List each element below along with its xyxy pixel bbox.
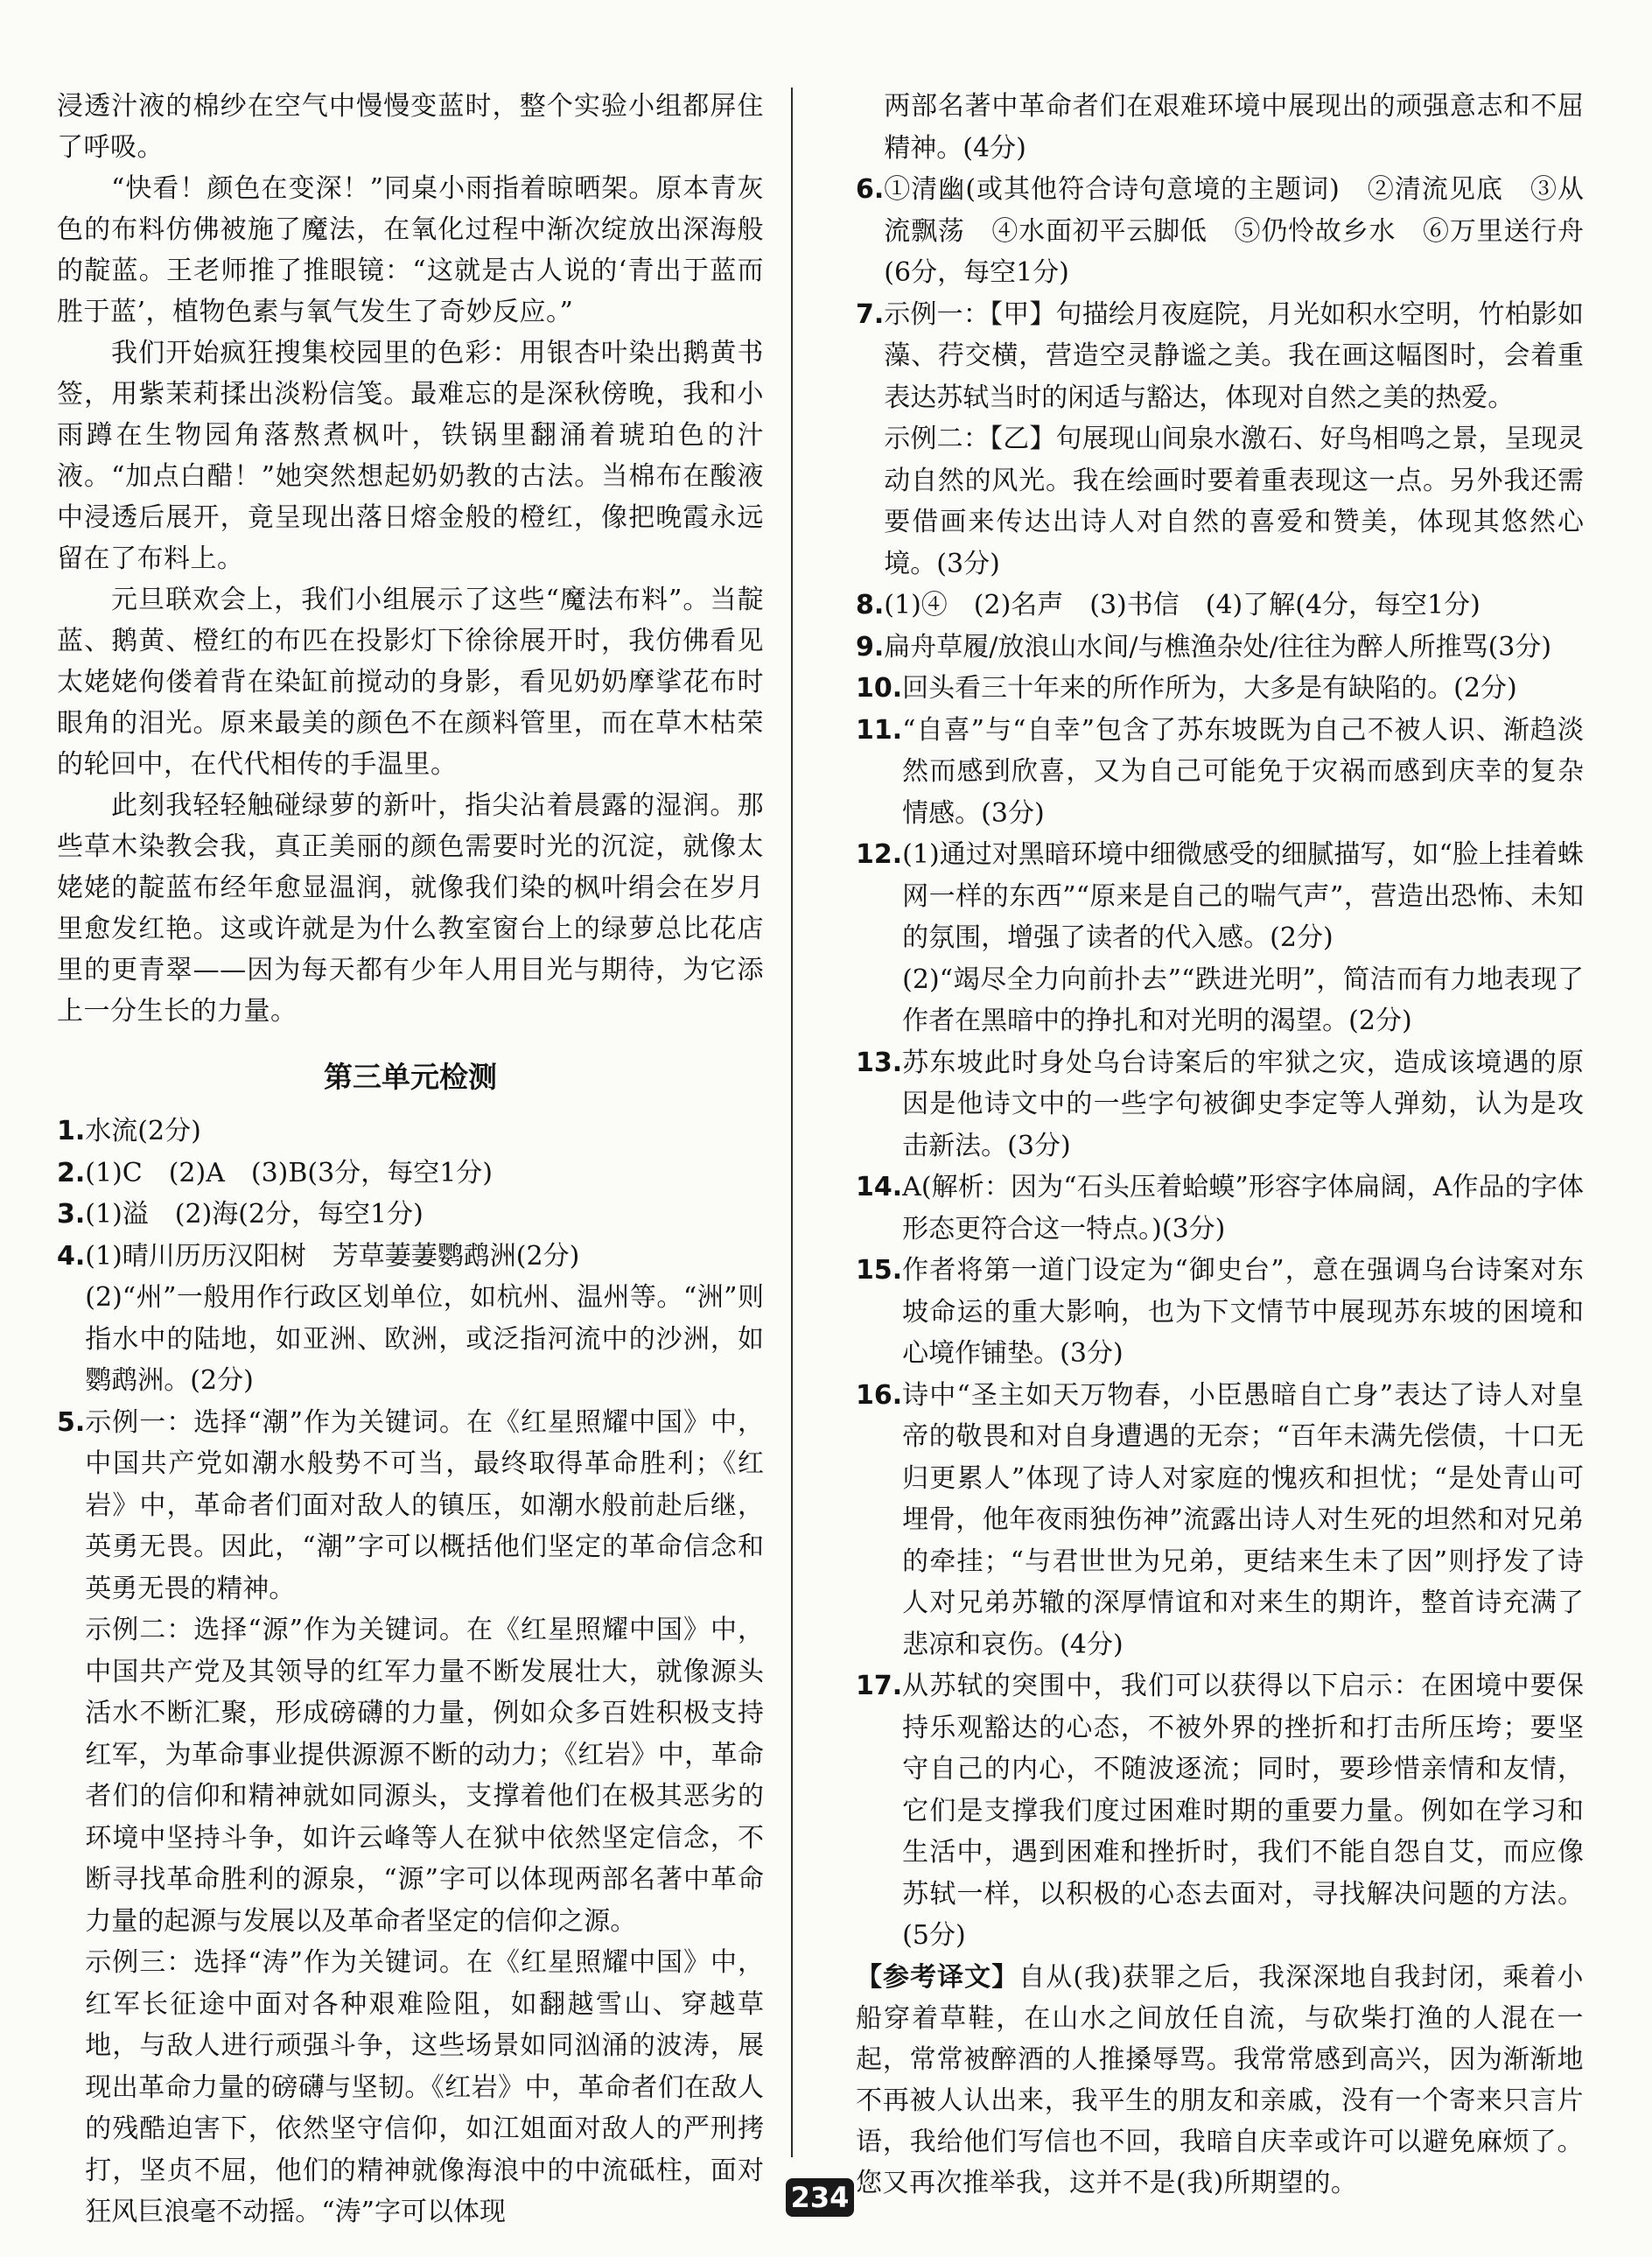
right-column — [856, 86, 1584, 2204]
answer-item-13 — [856, 1042, 1584, 1167]
answer-item-17 — [856, 1665, 1584, 1957]
answer-number: 3. — [57, 1199, 86, 1230]
answer-text: (2)“州”一般用作行政区划单位，如杭州、温州等。“洲”则指水中的陆地，如亚洲、欧洲，或泛指河流中的沙洲，如鹦鹉洲。(2分) — [85, 1282, 764, 1396]
answer-number: 17. — [856, 1671, 903, 1701]
essay-continuation — [57, 86, 764, 1032]
answer-number: 13. — [856, 1047, 903, 1078]
essay-paragraph: 浸透汁液的棉纱在空气中慢慢变蓝时，整个实验小组都屏住了呼吸。 — [57, 91, 764, 163]
answer-number: 6. — [856, 174, 885, 205]
answer-item-12 — [856, 834, 1584, 1042]
answer-item-14 — [856, 1167, 1584, 1250]
answer-item-11 — [856, 710, 1584, 835]
essay-paragraph: 我们开始疯狂搜集校园里的色彩：用银杏叶染出鹅黄书签，用紫茉莉揉出淡粉信笺。最难忘的是深秋傍晚，我和小雨蹲在生物园角落熬煮枫叶，铁锅里翻涌着琥珀色的汁液。“加点白醋！”她突然想起奶奶教的古法。当棉布在酸液中浸透后展开，竟呈现出落日熔金般的橙红，像把晚霞永远留在了布料上。 — [57, 338, 764, 574]
answer-item-9 — [856, 627, 1584, 669]
answer-text: 示例一：【甲】句描绘月夜庭院，月光如积水空明，竹柏影如藻、荇交横，营造空灵静谧之美。我在画这幅图时，会着重表达苏轼当时的闲适与豁达，体现对自然之美的热爱。 — [884, 298, 1584, 413]
answer-item-8 — [856, 585, 1584, 627]
answer-number: 2. — [57, 1157, 86, 1188]
answer-item-5 — [57, 1402, 764, 2233]
answer-text: (1)通过对黑暗环境中细微感受的细腻描写，如“脸上挂着蛛网一样的东西”“原来是自己的喘气声”，营造出恐怖、未知的氛围，增强了读者的代入感。(2分) — [902, 839, 1584, 953]
answer-text: A(解析：因为“石头压着蛤蟆”形容字体扁阔，A作品的字体形态更符合这一特点。)(3分) — [902, 1172, 1584, 1244]
answer-text: 示例一：选择“潮”作为关键词。在《红星照耀中国》中，中国共产党如潮水般势不可当，最终取得革命胜利；《红岩》中，革命者们面对敌人的镇压，如潮水般前赴后继，英勇无畏。因此，“潮”字可以概括他们坚定的革命信念和英勇无畏的精神。 — [85, 1406, 764, 1604]
answer-item-6 — [856, 169, 1584, 294]
left-column — [57, 86, 764, 2233]
answer-text: 苏东坡此时身处乌台诗案后的牢狱之灾，造成该境遇的原因是他诗文中的一些字句被御史李定等人弹劾，认为是攻击新法。(3分) — [902, 1047, 1584, 1161]
answer-number: 8. — [856, 590, 885, 620]
answer-text: 示例二：【乙】句展现山间泉水激石、好鸟相鸣之景，呈现灵动自然的风光。我在绘画时要着重表现这一点。另外我还需要借画来传达出诗人对自然的喜爱和赞美，体现其悠然心境。(3分) — [884, 424, 1584, 579]
essay-paragraph: 元旦联欢会上，我们小组展示了这些“魔法布料”。当靛蓝、鹅黄、橙红的布匹在投影灯下徐徐展开时，我仿佛看见太姥姥佝偻着背在染缸前搅动的身影，看见奶奶摩挲花布时眼角的泪光。原来最美的颜色不在颜料管里，而在草木枯荣的轮回中，在代代相传的手温里。 — [57, 585, 764, 780]
reference-translation — [856, 1957, 1584, 2204]
answer-text: 从苏轼的突围中，我们可以获得以下启示：在困境中要保持乐观豁达的心态，不被外界的挫折和打击所压垮；要坚守自己的内心，不随波逐流；同时，要珍惜亲情和友情，它们是支撑我们度过困难时期的重要力量。例如在学习和生活中，遇到困难和挫折时，我们不能自怨自艾，而应像苏轼一样，以积极的心态去面对，寻找解决问题的方法。(5分) — [902, 1671, 1584, 1951]
answer-number: 16. — [856, 1379, 903, 1411]
answer-item-5-continued — [856, 86, 1584, 169]
answer-text: 水流(2分) — [85, 1116, 201, 1146]
answer-item-7 — [856, 294, 1584, 585]
answer-number: 7. — [856, 298, 885, 330]
answer-item-1 — [57, 1111, 764, 1153]
answer-text: ①清幽(或其他符合诗句意境的主题词) ②清流见底 ③从流飘荡 ④水面初平云脚低 ⑤仍怜故乡水 ⑥万里送行舟(6分，每空1分) — [884, 174, 1584, 288]
answer-text: 示例二：选择“源”作为关键词。在《红星照耀中国》中，中国共产党及其领导的红军力量不断发展壮大，就像源头活水不断汇聚，形成磅礴的力量，例如众多百姓积极支持红军，为革命事业提供源源不断的动力；《红岩》中，革命者们的信仰和精神就如同源头，支撑着他们在极其恶劣的环境中坚持斗争，如许云峰等人在狱中依然坚定信念，不断寻找革命胜利的源泉，“源”字可以体现两部名著中革命力量的起源与发展以及革命者坚定的信仰之源。 — [85, 1615, 764, 1937]
answer-number: 15. — [856, 1255, 903, 1286]
answer-number: 5. — [57, 1406, 86, 1438]
column-divider — [791, 88, 793, 2157]
answer-text: (1)溢 (2)海(2分，每空1分) — [85, 1199, 424, 1230]
page-number: 234 — [786, 2178, 854, 2217]
answer-number: 9. — [856, 631, 885, 662]
answer-text: 作者将第一道门设定为“御史台”，意在强调乌台诗案对东坡命运的重大影响，也为下文情节中展现苏东坡的困境和心境作铺垫。(3分) — [902, 1255, 1584, 1369]
answer-number: 1. — [57, 1116, 86, 1146]
essay-paragraph: “快看！颜色在变深！”同桌小雨指着晾晒架。原本青灰色的布料仿佛被施了魔法，在氧化过程中渐次绽放出深海般的靛蓝。王老师推了推眼镜：“这就是古人说的‘青出于蓝而胜于蓝’，植物色素与氧气发生了奇妙反应。” — [57, 173, 764, 327]
reference-text: 自从(我)获罪之后，我深深地自我封闭，乘着小船穿着草鞋，在山水之间放任自流，与砍柴打渔的人混在一起，常常被醉酒的人推搡辱骂。我常常感到高兴，因为渐渐地不再被人认出来，我平生的朋友和亲戚，没有一个寄来只言片语，我给他们写信也不回，我暗自庆幸或许可以避免麻烦了。您又再次推举我，这并不是(我)所期望的。 — [856, 1961, 1584, 2198]
essay-paragraph: 此刻我轻轻触碰绿萝的新叶，指尖沾着晨露的湿润。那些草木染教会我，真正美丽的颜色需要时光的沉淀，就像太姥姥的靛蓝布经年愈显温润，就像我们染的枫叶绢会在岁月里愈发红艳。这或许就是为什么教室窗台上的绿萝总比花店里的更青翠——因为每天都有少年人用目光与期待，为它添上一分生长的力量。 — [57, 790, 764, 1027]
answer-number: 4. — [57, 1240, 86, 1272]
section-title: 第三单元检测 — [324, 1060, 497, 1094]
answer-text: (1)晴川历历汉阳树 芳草萋萋鹦鹉洲(2分) — [85, 1240, 580, 1272]
answer-text: 两部名著中革命者们在艰难环境中展现出的顽强意志和不屈精神。(4分) — [884, 91, 1584, 164]
answer-number: 10. — [856, 673, 903, 704]
answer-number: 14. — [856, 1172, 903, 1202]
answer-number: 12. — [856, 839, 903, 870]
answer-item-10 — [856, 668, 1584, 710]
answer-item-3 — [57, 1194, 764, 1236]
answer-number: 11. — [856, 714, 903, 746]
answer-text: 诗中“圣主如天万物春，小臣愚暗自亡身”表达了诗人对皇帝的敬畏和对自身遭遇的无奈；“百年未满先偿债，十口无归更累人”体现了诗人对家庭的愧疚和担忧；“是处青山可埋骨，他年夜雨独伤神”流露出诗人对生死的坦然和对兄弟的牵挂；“与君世世为兄弟，更结来生未了因”则抒发了诗人对兄弟苏辙的深厚情谊和对来生的期许，整首诗充满了悲凉和哀伤。(4分) — [902, 1379, 1584, 1660]
answer-text: (2)“竭尽全力向前扑去”“跌进光明”，简洁而有力地表现了作者在黑暗中的挣扎和对光明的渴望。(2分) — [902, 964, 1584, 1036]
answer-text: 回头看三十年来的所作所为，大多是有缺陷的。(2分) — [902, 673, 1517, 704]
answer-text: 扁舟草履/放浪山水间/与樵渔杂处/往往为醉人所推骂(3分) — [884, 631, 1552, 662]
answer-item-2 — [57, 1153, 764, 1195]
answer-text: 示例三：选择“涛”作为关键词。在《红星照耀中国》中，红军长征途中面对各种艰难险阻，如翻越雪山、穿越草地，与敌人进行顽强斗争，这些场景如同汹涌的波涛，展现出革命力量的磅礴与坚韧。《红岩》中，革命者们在敌人的残酷迫害下，依然坚守信仰，如江姐面对敌人的严刑拷打，坚贞不屈，他们的精神就像海浪中的中流砥柱，面对狂风巨浪毫不动摇。“涛”字可以体现 — [85, 1947, 764, 2227]
answer-item-15 — [856, 1250, 1584, 1375]
answer-text: (1)④ (2)名声 (3)书信 (4)了解(4分，每空1分) — [884, 590, 1480, 620]
answer-item-16 — [856, 1375, 1584, 1666]
reference-tag: 【参考译文】 — [856, 1961, 1019, 1993]
answer-text: “自喜”与“自幸”包含了苏东坡既为自己不被人识、渐趋淡然而感到欣喜，又为自己可能免于灾祸而感到庆幸的复杂情感。(3分) — [902, 714, 1584, 829]
answer-item-4 — [57, 1236, 764, 1402]
answer-text: (1)C (2)A (3)B(3分，每空1分) — [85, 1157, 494, 1188]
